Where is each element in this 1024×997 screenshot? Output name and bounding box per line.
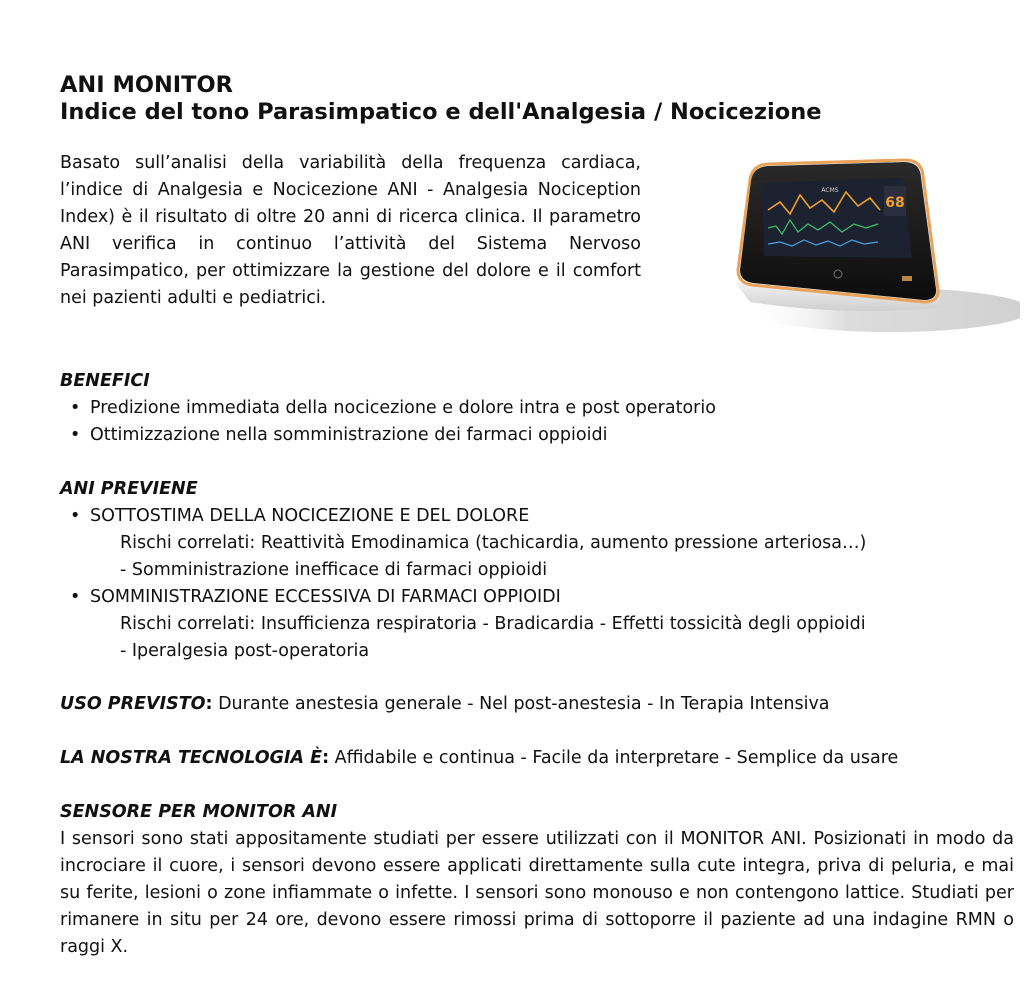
title-line-1: ANI MONITOR [60, 72, 233, 98]
benefici-heading: BENEFICI [60, 371, 150, 391]
uso-previsto-line [60, 691, 1014, 718]
list-item-detail [60, 530, 1014, 584]
list-item [60, 503, 1014, 530]
colon: : [205, 694, 213, 714]
list-item: • Predizione immediata della nocicezione e dolore intra e post operatorio [60, 395, 1014, 422]
tecnologia-label: LA NOSTRA TECNOLOGIA È [60, 748, 323, 768]
risk-line: Rischi correlati: Insufficienza respiratoria - Bradicardia - Effetti tossicità degli oppioidi [120, 614, 866, 634]
intro-text: Basato sull’analisi della variabilità della frequenza cardiaca, l’indice di Analgesia e Nocicezione ANI - Analgesia Nociception Index) è il risultato di oltre 20 anni di ricerca clinica. Il parametro ANI verifica in continuo l’attività del Sistema Nervoso Parasimpatico, per ottimizzare la gestione del dolore e il comfort nei pazienti adulti e pediatrici. [60, 153, 641, 308]
device-screen-value: 68 [885, 195, 905, 211]
sensore-text: I sensori sono stati appositamente studiati per essere utilizzati con il MONITOR ANI. Posizionati in modo da incrociare il cuore, i sensori devono essere applicati direttamente sulla cute integra, priva di peluria, e mai su ferite, lesioni o zone infiammate o infette. I sensori sono monouso e non contengono lattice. Studiati per rimanere in situ per 24 ore, devono essere rimossi prima di sottoporre il paziente ad una indagine RMN o raggi X. [60, 829, 1014, 957]
device-screen-label: ACMS [821, 187, 839, 194]
title-line-2: Indice del tono Parasimpatico e dell'Analgesia / Nocicezione [60, 99, 822, 125]
previene-heading: ANI PREVIENE [60, 479, 198, 499]
benefici-list [60, 395, 1014, 449]
tecnologia-text: Affidabile e continua - Facile da interpretare - Semplice da usare [329, 748, 899, 768]
uso-previsto-label: USO PREVISTO [60, 694, 206, 714]
list-item-title: SOMMINISTRAZIONE ECCESSIVA DI FARMACI OPPIOIDI [90, 587, 561, 607]
tecnologia-line [60, 745, 1014, 772]
previene-section [60, 476, 1014, 665]
risk-line: - Iperalgesia post-operatoria [120, 641, 370, 661]
list-item: • Ottimizzazione nella somministrazione dei farmaci oppioidi [60, 422, 1014, 449]
list-item-detail [60, 611, 1014, 665]
sensore-section [60, 799, 1014, 961]
page-title [60, 72, 821, 126]
ani-monitor-device-image [640, 140, 1020, 340]
previene-list [60, 503, 1014, 665]
list-item-title: SOTTOSTIMA DELLA NOCICEZIONE E DEL DOLORE [90, 506, 530, 526]
uso-previsto-text: Durante anestesia generale - Nel post-anestesia - In Terapia Intensiva [212, 694, 830, 714]
sensore-heading: SENSORE PER MONITOR ANI [60, 802, 338, 822]
list-item [60, 584, 1014, 611]
benefici-section [60, 368, 1014, 449]
intro-paragraph [60, 150, 641, 312]
risk-line: Rischi correlati: Reattività Emodinamica (tachicardia, aumento pressione arteriosa…) [120, 533, 867, 553]
risk-line: - Somministrazione inefficace di farmaci oppioidi [120, 560, 548, 580]
colon: : [322, 748, 330, 768]
